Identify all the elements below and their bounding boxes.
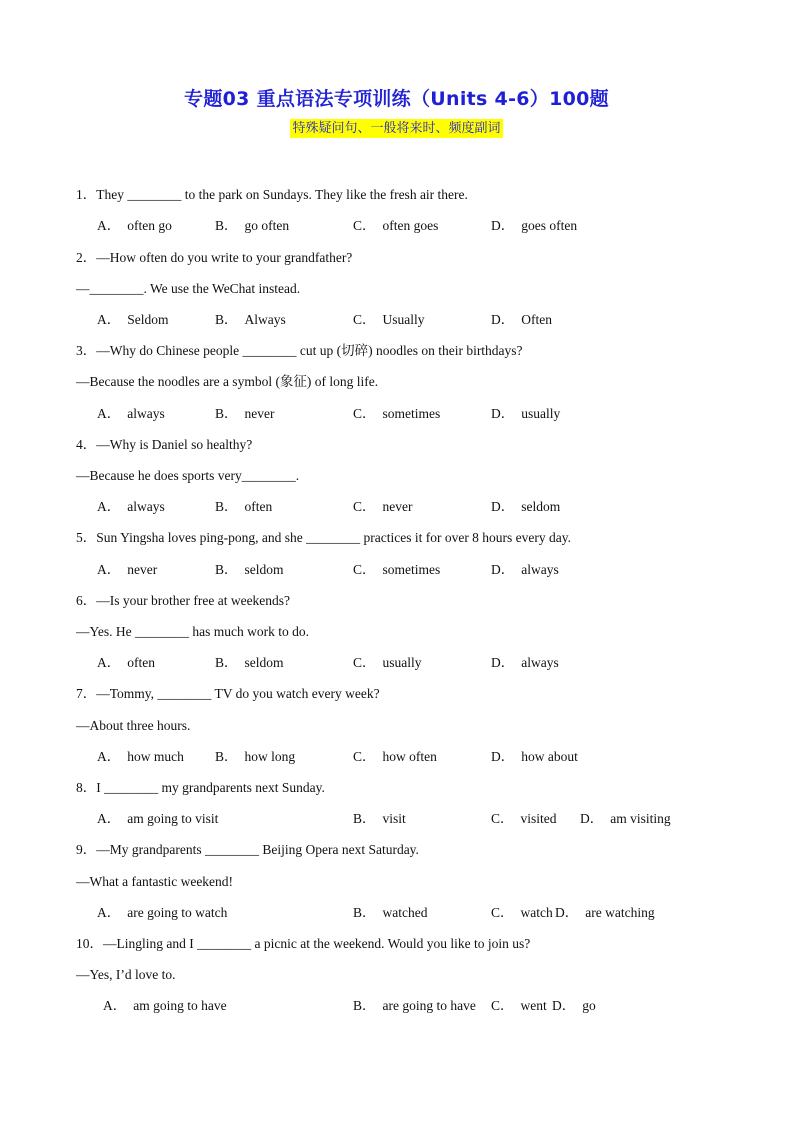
question-2-option-d: D． Often [491,312,552,327]
question-8-option-d: D． am visiting [580,811,671,826]
question-1-option-b: B． go often [215,218,290,233]
question-4-option-d: D． seldom [491,499,561,514]
question-8-option-c: C． visited [491,811,557,826]
question-2-stem: 2．—How often do you write to your grandfather? [76,250,353,265]
question-5-option-d: D． always [491,562,559,577]
question-2-response: —________. We use the WeChat instead. [76,281,301,296]
question-5-stem: 5．Sun Yingsha loves ping-pong, and she ________ practices it for over 8 hours every day. [76,530,572,545]
question-5-option-b: B． seldom [215,562,284,577]
question-8-option-b: B． visit [353,811,406,826]
question-10-response: —Yes, I’d love to. [76,967,176,982]
question-3-option-d: D． usually [491,406,561,421]
question-9-option-d: D． are watching [555,905,655,920]
question-6-response: —Yes. He ________ has much work to do. [76,624,309,639]
question-3-option-a: A． always [97,406,165,421]
page-subtitle: 特殊疑问句、一般将来时、频度副词 [292,121,501,136]
question-7-stem: 7．—Tommy, ________ TV do you watch every week? [76,686,380,701]
question-5-option-c: C． sometimes [353,562,441,577]
question-1-option-c: C． often goes [353,218,439,233]
question-9-option-a: A． are going to watch [97,905,228,920]
question-1-option-d: D． goes often [491,218,578,233]
page-title: 专题03 重点语法专项训练（Units 4-6）100题 [184,88,609,110]
question-6-option-c: C． usually [353,655,422,670]
question-8-stem: 8．I ________ my grandparents next Sunday. [76,780,325,795]
question-10-option-c: C． went [491,998,547,1013]
question-8-option-a: A． am going to visit [97,811,219,826]
question-7-response: —About three hours. [76,718,191,733]
question-4-option-c: C． never [353,499,413,514]
question-1-option-a: A． often go [97,218,172,233]
question-3-option-b: B． never [215,406,275,421]
question-7-option-a: A． how much [97,749,184,764]
question-7-option-b: B． how long [215,749,296,764]
question-2-option-a: A． Seldom [97,312,169,327]
question-4-option-b: B． often [215,499,273,514]
question-2-option-c: C． Usually [353,312,425,327]
question-3-stem: 3．—Why do Chinese people ________ cut up (切碎) noodles on their birthdays? [76,343,523,358]
question-1-stem: 1．They ________ to the park on Sundays. They like the fresh air there. [76,187,468,202]
question-10-option-d: D． go [552,998,596,1013]
question-2-option-b: B． Always [215,312,286,327]
question-4-option-a: A． always [97,499,165,514]
question-7-option-c: C． how often [353,749,437,764]
question-10-stem: 10．—Lingling and I ________ a picnic at the weekend. Would you like to join us? [76,936,531,951]
question-3-option-c: C． sometimes [353,406,441,421]
question-9-stem: 9．—My grandparents ________ Beijing Opera next Saturday. [76,842,419,857]
question-9-response: —What a fantastic weekend! [76,874,234,889]
question-10-option-a: A． am going to have [103,998,227,1013]
question-6-option-a: A． often [97,655,155,670]
question-9-option-c: C． watch [491,905,553,920]
question-10-option-b: B． are going to have [353,998,476,1013]
question-7-option-d: D． how about [491,749,578,764]
question-6-option-b: B． seldom [215,655,284,670]
question-6-option-d: D． always [491,655,559,670]
question-9-option-b: B． watched [353,905,428,920]
question-4-stem: 4．—Why is Daniel so healthy? [76,437,253,452]
question-5-option-a: A． never [97,562,158,577]
question-6-stem: 6．—Is your brother free at weekends? [76,593,291,608]
question-3-response: —Because the noodles are a symbol (象征) of long life. [76,374,379,389]
question-4-response: —Because he does sports very________. [76,468,300,483]
